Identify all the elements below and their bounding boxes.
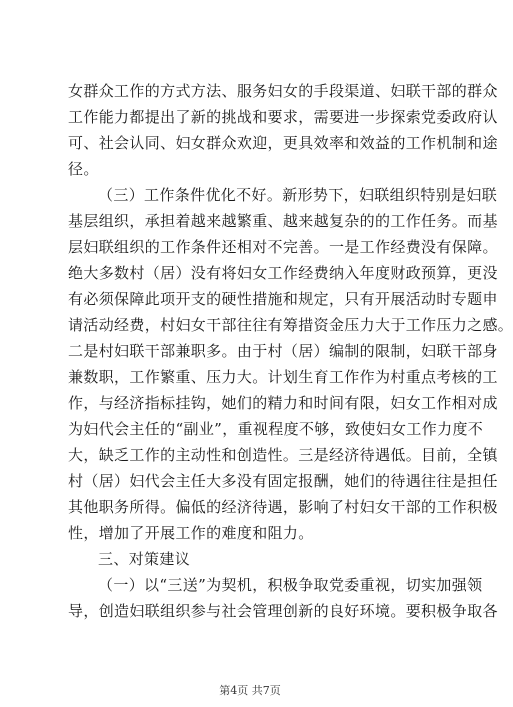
text-line: 兼数职，工作繁重、压力大。计划生育工作作为村重点考核的工 xyxy=(68,368,498,386)
text-line: 大，缺乏工作的主动性和创造性。三是经济待遇低。目前，全镇 xyxy=(68,446,498,464)
text-line: 村（居）妇代会主任大多没有固定报酬，她们的待遇往往是担任 xyxy=(68,472,498,490)
text-line: 导，创造妇联组织参与社会管理创新的良好环境。要积极争取各 xyxy=(68,602,498,620)
page-number-footer: 第4页 共7页 xyxy=(219,684,281,697)
section-heading: 三、对策建议 xyxy=(98,550,191,568)
text-line: 有必须保障此项开支的硬性措施和规定，只有开展活动时专题申 xyxy=(68,290,498,308)
text-line: 层妇联组织的工作条件还相对不完善。一是工作经费没有保障。 xyxy=(68,238,498,256)
text-line: 绝大多数村（居）没有将妇女工作经费纳入年度财政预算，更没 xyxy=(68,264,498,282)
text-line: 其他职务所得。偏低的经济待遇，影响了村妇女干部的工作积极 xyxy=(68,498,498,516)
text-line: 径。 xyxy=(68,160,99,178)
text-line: 女群众工作的方式方法、服务妇女的手段渠道、妇联干部的群众 xyxy=(68,82,498,100)
text-line: 为妇代会主任的“副业”，重视程度不够，致使妇女工作力度不 xyxy=(68,420,484,438)
text-line: 二是村妇联干部兼职多。由于村（居）编制的限制，妇联干部身 xyxy=(68,342,498,360)
text-line: 性，增加了开展工作的难度和阻力。 xyxy=(68,524,314,542)
paragraph-start-line: （三）工作条件优化不好。新形势下，妇联组织特别是妇联 xyxy=(98,186,498,204)
paragraph-start-line: （一）以“三送”为契机，积极争取党委重视，切实加强领 xyxy=(98,576,483,594)
text-line: 请活动经费，村妇女干部往往有筹措资金压力大于工作压力之感。 xyxy=(68,316,513,334)
document-body xyxy=(68,78,513,624)
text-line: 基层组织，承担着越来越繁重、越来越复杂的的工作任务。而基 xyxy=(68,212,498,230)
text-line: 作，与经济指标挂钩，她们的精力和时间有限，妇女工作相对成 xyxy=(68,394,498,412)
text-line: 工作能力都提出了新的挑战和要求，需要进一步探索党委政府认 xyxy=(68,108,498,126)
text-line: 可、社会认同、妇女群众欢迎，更具效率和效益的工作机制和途 xyxy=(68,134,498,152)
